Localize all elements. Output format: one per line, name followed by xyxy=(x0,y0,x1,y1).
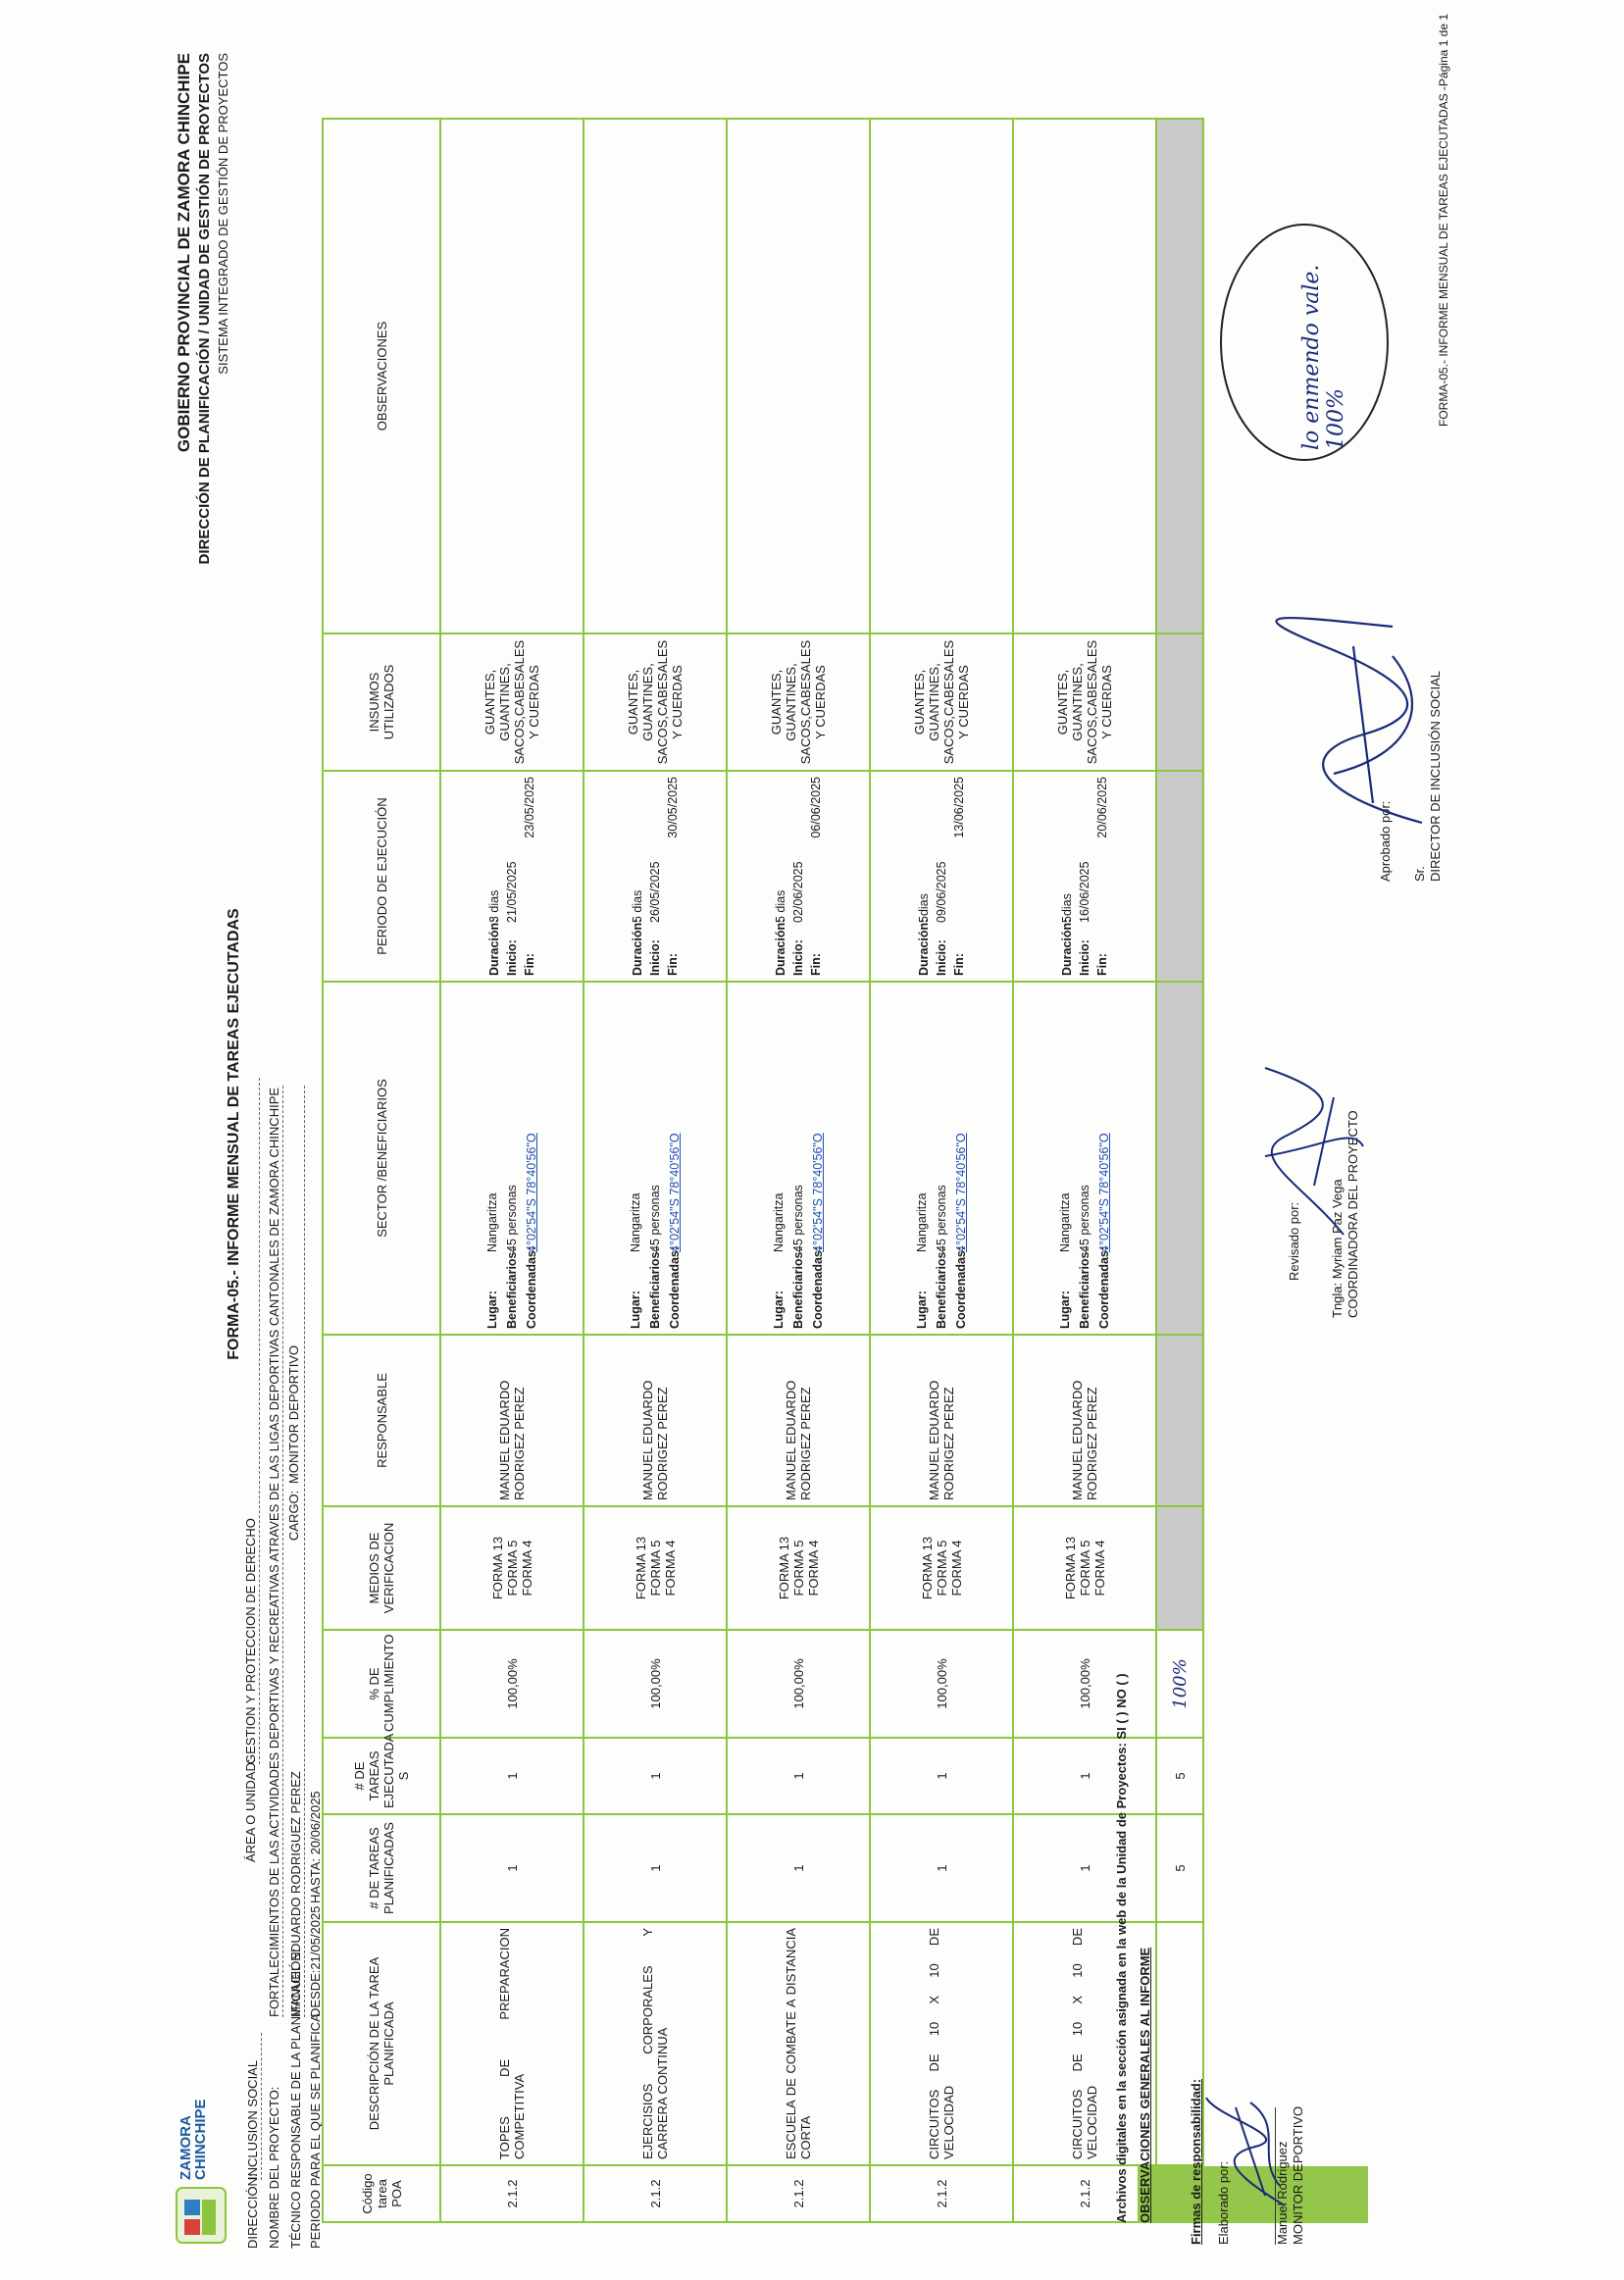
proyecto-label: NOMBRE DEL PROYECTO: xyxy=(267,2086,281,2249)
revisado-name: Tngla: Myriam Paz Vega xyxy=(1330,1179,1345,1318)
table-row xyxy=(584,119,727,2222)
medio-item: FORMA 4 xyxy=(805,1540,821,1596)
cell-sector xyxy=(584,982,727,1335)
cell-insumos: GUANTES, GUANTINES, SACOS,CABESALES Y CUERDAS xyxy=(870,633,1013,771)
inicio-value: 26/05/2025 xyxy=(648,861,662,923)
col-header-planificadas: # DE TAREAS PLANIFICADAS xyxy=(323,1814,440,1922)
lugar-label: Lugar: xyxy=(485,1291,499,1329)
lugar-value: Nangaritza xyxy=(1058,1192,1072,1252)
fin-value: 30/05/2025 xyxy=(666,777,680,838)
lugar-label: Lugar: xyxy=(772,1291,786,1329)
observaciones-title: OBSERVACIONES GENERALES AL INFORME xyxy=(1138,1947,1152,2223)
page-footer: FORMA-05.- INFORME MENSUAL DE TAREAS EJECUTADAS -Página 1 de 1 xyxy=(1437,14,1450,427)
fin-label: Fin: xyxy=(809,953,823,976)
coordenadas-link[interactable]: 4°02'54"S 78°40'56"O xyxy=(668,1133,682,1252)
total-cumplimiento xyxy=(1156,1630,1203,1738)
cell-insumos: GUANTES, GUANTINES, SACOS,CABESALES Y CUERDAS xyxy=(584,633,727,771)
col-header-cumplimiento: % DE CUMPLIMIENTO xyxy=(323,1630,440,1738)
lugar-value: Nangaritza xyxy=(915,1192,929,1252)
coordenadas-link[interactable]: 4°02'54"S 78°40'56"O xyxy=(811,1133,825,1252)
medio-item: FORMA 5 xyxy=(504,1540,520,1596)
table-row xyxy=(727,119,870,2222)
col-header-codigo: Código tarea POA xyxy=(323,2165,440,2222)
coordenadas-label: Coordenadas: xyxy=(954,1245,968,1329)
area-value: GESTION Y PROTECCION DE DERECHO xyxy=(243,1518,258,1764)
cell-medios xyxy=(870,1506,1013,1630)
cell-periodo xyxy=(870,771,1013,982)
cell-ejecutadas: 1 xyxy=(440,1738,584,1814)
tecnico-value: MANUEL EDUARDO RODRIGUEZ PEREZ xyxy=(288,1771,303,2017)
cell-responsable: MANUEL EDUARDO RODRIGEZ PEREZ xyxy=(584,1335,727,1506)
cell-responsable: MANUEL EDUARDO RODRIGEZ PEREZ xyxy=(1013,1335,1156,1506)
lugar-value: Nangaritza xyxy=(629,1192,642,1252)
cell-responsable: MANUEL EDUARDO RODRIGEZ PEREZ xyxy=(440,1335,584,1506)
archivos-line: Archivos digitales en la sección asignada en la web de la Unidad de Proyectos: SI ( ) NO ( ) xyxy=(1114,1673,1129,2223)
cell-observaciones xyxy=(584,119,727,633)
inicio-label: Inicio: xyxy=(505,939,519,976)
handwritten-total-pct: 100% xyxy=(1169,1658,1191,1709)
cell-insumos: GUANTES, GUANTINES, SACOS,CABESALES Y CUERDAS xyxy=(440,633,584,771)
duracion-label: Duración: xyxy=(631,918,644,976)
cell-descripcion: CIRCUITOS DE 10 X 10 DE VELOCIDAD xyxy=(1013,1922,1156,2165)
cell-cumplimiento: 100,00% xyxy=(584,1630,727,1738)
total-shaded-cell xyxy=(1156,982,1203,1335)
inicio-value: 21/05/2025 xyxy=(505,861,519,923)
duracion-label: Duración: xyxy=(487,918,501,976)
firmas-title: Firmas de responsabilidad: xyxy=(1189,2078,1203,2245)
area-line xyxy=(259,1078,260,1764)
cell-sector xyxy=(727,982,870,1335)
table-row xyxy=(440,119,584,2222)
coordenadas-label: Coordenadas: xyxy=(811,1245,825,1329)
beneficiarios-value: 45 personas xyxy=(505,1185,519,1252)
hasta-value: HASTA: 20/06/2025 xyxy=(308,1791,323,1903)
cell-codigo: 2.1.2 xyxy=(584,2165,727,2222)
cell-cumplimiento: 100,00% xyxy=(1013,1630,1156,1738)
cell-periodo xyxy=(1013,771,1156,982)
cell-observaciones xyxy=(727,119,870,633)
total-shaded-cell xyxy=(1156,771,1203,982)
coordenadas-label: Coordenadas: xyxy=(668,1245,682,1329)
fin-label: Fin: xyxy=(1095,953,1109,976)
aprobado-label: Aprobado por: xyxy=(1378,800,1393,882)
direccion-label: DIRECCIÓN: xyxy=(245,2173,260,2249)
form-title: FORMA-05.- INFORME MENSUAL DE TAREAS EJECUTADAS xyxy=(226,908,242,1360)
col-header-sector: SECTOR /BENEFICIARIOS xyxy=(323,982,440,1335)
beneficiarios-label: Beneficiarios: xyxy=(1078,1247,1091,1329)
direccion-value: INCLUSION SOCIAL xyxy=(245,2059,260,2180)
coordenadas-link[interactable]: 4°02'54"S 78°40'56"O xyxy=(525,1133,538,1252)
cell-codigo: 2.1.2 xyxy=(870,2165,1013,2222)
area-label: ÁREA O UNIDAD: xyxy=(243,1758,258,1862)
total-row xyxy=(1156,119,1203,2222)
tecnico-label: TÉCNICO RESPONSABLE DE LA PLANIFICACIÓN: xyxy=(288,1948,303,2249)
cell-planificadas: 1 xyxy=(584,1814,727,1922)
fin-value: 23/05/2025 xyxy=(523,777,536,838)
cell-medios xyxy=(584,1506,727,1630)
direccion-line xyxy=(261,2033,262,2180)
duracion-label: Duración: xyxy=(917,918,931,976)
aprobado-cargo: DIRECTOR DE INCLUSIÓN SOCIAL xyxy=(1428,670,1443,882)
tasks-table xyxy=(322,118,1204,2223)
fin-label: Fin: xyxy=(952,953,966,976)
cell-cumplimiento: 100,00% xyxy=(727,1630,870,1738)
cargo-value: MONITOR DEPORTIVO xyxy=(286,1344,301,1484)
medio-item: FORMA 13 xyxy=(776,1536,791,1600)
cargo-label: CARGO: xyxy=(286,1490,301,1541)
medio-item: FORMA 13 xyxy=(489,1536,505,1600)
dir-title: DIRECCIÓN DE PLANIFICACIÓN / UNIDAD DE GESTIÓN DE PROYECTOS xyxy=(196,53,213,565)
tecnico-line xyxy=(304,1086,305,2017)
cell-cumplimiento: 100,00% xyxy=(870,1630,1013,1738)
medio-item: FORMA 13 xyxy=(633,1536,648,1600)
coordenadas-label: Coordenadas: xyxy=(1097,1245,1111,1329)
table-row xyxy=(1013,119,1156,2222)
medio-item: FORMA 5 xyxy=(1077,1540,1092,1596)
fin-value: 13/06/2025 xyxy=(952,777,966,838)
revisado-signature xyxy=(1226,1048,1373,1244)
cell-planificadas: 1 xyxy=(870,1814,1013,1922)
total-shaded-cell xyxy=(1156,119,1203,633)
cell-descripcion: CIRCUITOS DE 10 X 10 DE VELOCIDAD xyxy=(870,1922,1013,2165)
aprobado-name: Sr. xyxy=(1412,866,1427,882)
fin-value: 20/06/2025 xyxy=(1095,777,1109,838)
coordenadas-link[interactable]: 4°02'54"S 78°40'56"O xyxy=(1097,1133,1111,1252)
beneficiarios-value: 45 personas xyxy=(1078,1185,1091,1252)
cell-medios xyxy=(440,1506,584,1630)
duracion-value: 3 dias xyxy=(487,889,501,923)
zamora-chinchipe-logo xyxy=(175,2186,228,2245)
duracion-value: 5dias xyxy=(1060,893,1074,923)
cell-periodo xyxy=(584,771,727,982)
cell-sector xyxy=(1013,982,1156,1335)
cell-sector xyxy=(440,982,584,1335)
inicio-value: 02/06/2025 xyxy=(791,861,805,923)
elaborado-label: Elaborado por: xyxy=(1216,2160,1231,2245)
system-title: SISTEMA INTEGRADO DE GESTIÓN DE PROYECTOS xyxy=(216,53,230,375)
inicio-label: Inicio: xyxy=(791,939,805,976)
lugar-value: Nangaritza xyxy=(485,1192,499,1252)
duracion-label: Duración: xyxy=(774,918,787,976)
medio-item: FORMA 4 xyxy=(519,1540,534,1596)
rotated-form-sheet xyxy=(157,0,1467,2274)
inicio-label: Inicio: xyxy=(1078,939,1091,976)
beneficiarios-label: Beneficiarios: xyxy=(791,1247,805,1329)
medio-item: FORMA 13 xyxy=(1062,1536,1078,1600)
cell-descripcion: TOPES DE PREPARACION COMPETITIVA xyxy=(440,1922,584,2165)
elaborado-signature xyxy=(1196,2088,1294,2215)
periodo-label: PERIODO PARA EL QUE SE PLANIFICA. xyxy=(308,2009,323,2249)
inicio-value: 16/06/2025 xyxy=(1078,861,1091,923)
col-header-medios: MEDIOS DE VERIFICACION xyxy=(323,1506,440,1630)
proyecto-value: FORTALECIMIENTOS DE LAS ACTIVIDADES DEPORTIVAS Y RECREATIVAS ATRAVES DE LAS LIGAS DEPORTIVAS CANTONALES DE ZAMORA CHINCHIPE xyxy=(267,1087,281,2017)
medio-item: FORMA 4 xyxy=(948,1540,964,1596)
cell-codigo: 2.1.2 xyxy=(1013,2165,1156,2222)
cell-responsable: MANUEL EDUARDO RODRIGEZ PEREZ xyxy=(727,1335,870,1506)
duracion-value: 5 dias xyxy=(774,889,787,923)
cell-observaciones xyxy=(1013,119,1156,633)
duracion-value: 5 dias xyxy=(631,889,644,923)
cell-observaciones xyxy=(870,119,1013,633)
duracion-value: 5dias xyxy=(917,893,931,923)
cell-descripcion: EJERCISIOS CORPORALES Y CARRERA CONTINUA xyxy=(584,1922,727,2165)
col-header-periodo: PERIODO DE EJECUCIÓN xyxy=(323,771,440,982)
col-header-descripcion: DESCRIPCIÓN DE LA TAREA PLANIFICADA xyxy=(323,1922,440,2165)
duracion-label: Duración: xyxy=(1060,918,1074,976)
cell-descripcion: ESCUELA DE COMBATE A DISTANCIA CORTA xyxy=(727,1922,870,2165)
beneficiarios-value: 45 personas xyxy=(648,1185,662,1252)
fin-label: Fin: xyxy=(523,953,536,976)
total-shaded-cell xyxy=(1156,633,1203,771)
beneficiarios-value: 45 personas xyxy=(935,1185,948,1252)
cell-ejecutadas: 1 xyxy=(727,1738,870,1814)
coordenadas-label: Coordenadas: xyxy=(525,1245,538,1329)
total-shaded-cell xyxy=(1156,1335,1203,1506)
revisado-cargo: COORDINADORA DEL PROYECTO xyxy=(1345,1110,1360,1318)
aprobado-signature xyxy=(1275,607,1442,842)
lugar-value: Nangaritza xyxy=(772,1192,786,1252)
cell-responsable: MANUEL EDUARDO RODRIGEZ PEREZ xyxy=(870,1335,1013,1506)
logo-wordmark: ZAMORA CHINCHIPE xyxy=(178,2099,209,2180)
cell-cumplimiento: 100,00% xyxy=(440,1630,584,1738)
cell-periodo xyxy=(727,771,870,982)
beneficiarios-label: Beneficiarios: xyxy=(935,1247,948,1329)
elaborado-name: Manuel Rodriguez xyxy=(1275,2141,1290,2245)
table-row xyxy=(870,119,1013,2222)
medio-item: FORMA 13 xyxy=(919,1536,935,1600)
total-shaded-cell xyxy=(1156,1506,1203,1630)
inicio-label: Inicio: xyxy=(935,939,948,976)
beneficiarios-label: Beneficiarios: xyxy=(505,1247,519,1329)
beneficiarios-value: 45 personas xyxy=(791,1185,805,1252)
total-planificadas: 5 xyxy=(1156,1814,1203,1922)
medio-item: FORMA 4 xyxy=(662,1540,678,1596)
elaborado-cargo: MONITOR DEPORTIVO xyxy=(1291,2105,1305,2245)
cell-sector xyxy=(870,982,1013,1335)
cell-insumos: GUANTES, GUANTINES, SACOS,CABESALES Y CUERDAS xyxy=(727,633,870,771)
table-header-row xyxy=(323,119,440,2222)
lugar-label: Lugar: xyxy=(1058,1291,1072,1329)
cell-planificadas: 1 xyxy=(440,1814,584,1922)
cell-codigo: 2.1.2 xyxy=(727,2165,870,2222)
cell-ejecutadas: 1 xyxy=(1013,1738,1156,1814)
proyecto-line xyxy=(282,1086,283,2017)
desde-value: DESDE:21/05/2025 xyxy=(308,1905,323,2017)
cell-observaciones xyxy=(440,119,584,633)
cell-medios xyxy=(1013,1506,1156,1630)
handwritten-note: lo enmendo vale. 100% xyxy=(1299,264,1348,450)
col-header-observaciones: OBSERVACIONES xyxy=(323,119,440,633)
lugar-label: Lugar: xyxy=(915,1291,929,1329)
cell-planificadas: 1 xyxy=(1013,1814,1156,1922)
beneficiarios-label: Beneficiarios: xyxy=(648,1247,662,1329)
cell-ejecutadas: 1 xyxy=(870,1738,1013,1814)
inicio-label: Inicio: xyxy=(648,939,662,976)
cell-planificadas: 1 xyxy=(727,1814,870,1922)
cell-codigo: 2.1.2 xyxy=(440,2165,584,2222)
lugar-label: Lugar: xyxy=(629,1291,642,1329)
col-header-responsable: RESPONSABLE xyxy=(323,1335,440,1506)
total-ejecutadas: 5 xyxy=(1156,1738,1203,1814)
medio-item: FORMA 4 xyxy=(1091,1540,1107,1596)
medio-item: FORMA 5 xyxy=(790,1540,806,1596)
inicio-value: 09/06/2025 xyxy=(935,861,948,923)
medio-item: FORMA 5 xyxy=(647,1540,663,1596)
cell-medios xyxy=(727,1506,870,1630)
cell-periodo xyxy=(440,771,584,982)
col-header-ejecutadas: # DE TAREAS EJECUTADA S xyxy=(323,1738,440,1814)
col-header-insumos: INSUMOS UTILIZADOS xyxy=(323,633,440,771)
gov-title: GOBIERNO PROVINCIAL DE ZAMORA CHINCHIPE xyxy=(175,53,193,453)
cell-ejecutadas: 1 xyxy=(584,1738,727,1814)
revisado-label: Revisado por: xyxy=(1287,1201,1301,1281)
medio-item: FORMA 5 xyxy=(934,1540,949,1596)
cell-insumos: GUANTES, GUANTINES, SACOS,CABESALES Y CUERDAS xyxy=(1013,633,1156,771)
fin-value: 06/06/2025 xyxy=(809,777,823,838)
fin-label: Fin: xyxy=(666,953,680,976)
coordenadas-link[interactable]: 4°02'54"S 78°40'56"O xyxy=(954,1133,968,1252)
